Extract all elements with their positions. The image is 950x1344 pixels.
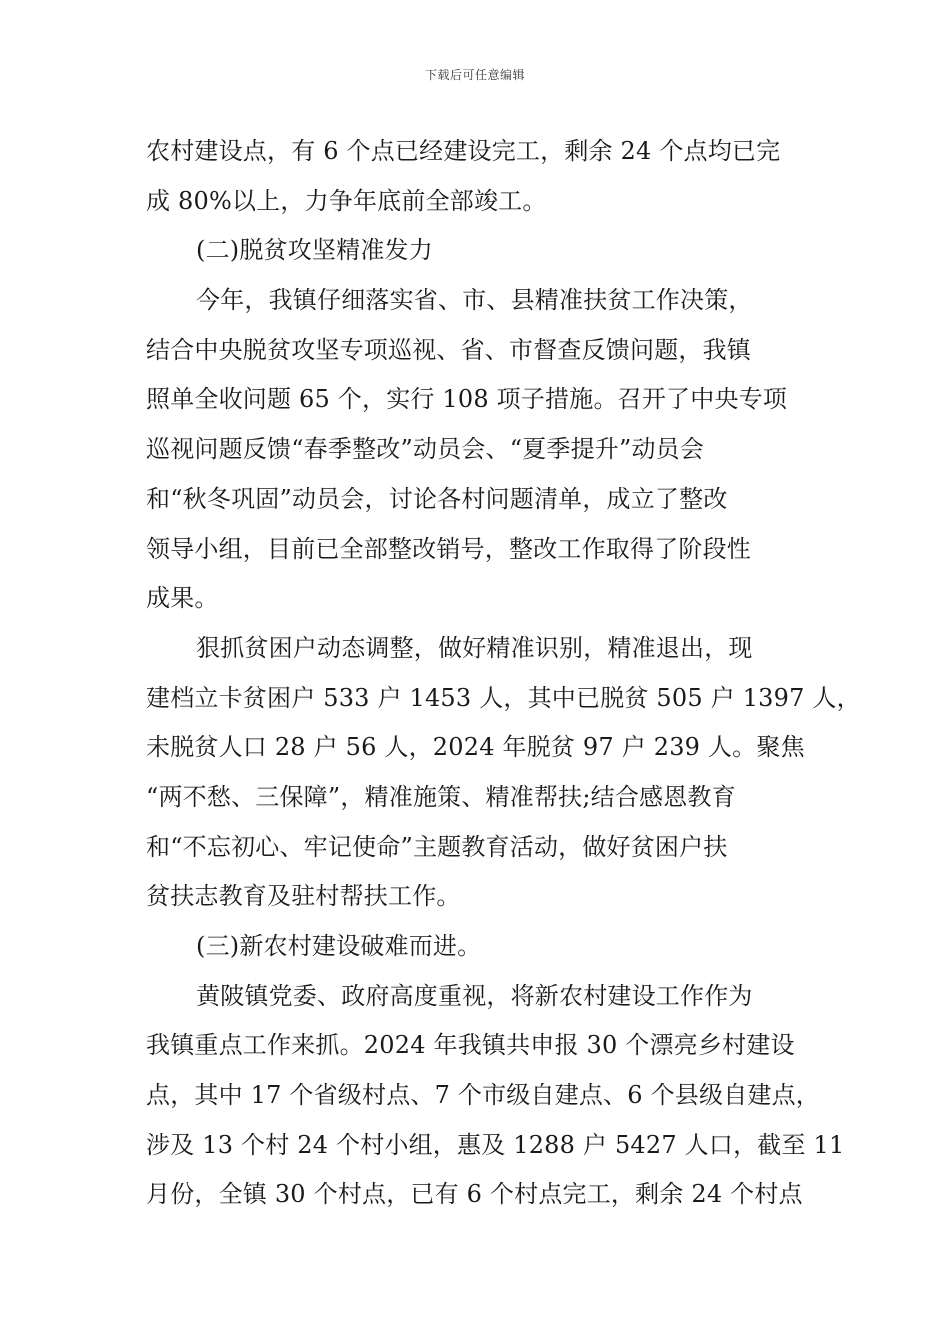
text-line: 和“秋冬巩固”动员会，讨论各村问题清单，成立了整改 xyxy=(146,484,728,513)
text-line: 点，其中 17 个省级村点、7 个市级自建点、6 个县级自建点， xyxy=(146,1081,820,1110)
text-line: 我镇重点工作来抓。2024 年我镇共申报 30 个漂亮乡村建设 xyxy=(146,1031,795,1060)
text-line: 月份，全镇 30 个村点，已有 6 个村点完工，剩余 24 个村点 xyxy=(146,1180,803,1209)
section-heading: (三)新农村建设破难而进。 xyxy=(196,932,482,960)
text-line: 和“不忘初心、牢记使命”主题教育活动，做好贫困户扶 xyxy=(146,832,728,861)
page-header: 下载后可任意编辑 xyxy=(424,68,525,82)
text-line: 狠抓贫困户动态调整，做好精准识别，精准退出，现 xyxy=(196,633,753,662)
text-line: 成果。 xyxy=(146,584,219,613)
text-line: 结合中央脱贫攻坚专项巡视、省、市督查反馈问题，我镇 xyxy=(146,335,751,364)
text-line: 今年，我镇仔细落实省、市、县精准扶贫工作决策， xyxy=(196,286,753,315)
text-line: 成 80%以上，力争年底前全部竣工。 xyxy=(146,186,547,215)
text-line: 农村建设点，有 6 个点已经建设完工，剩余 24 个点均已完 xyxy=(146,137,781,165)
text-line: “两不愁、三保障”，精准施策、精准帮扶;结合感恩教育 xyxy=(146,782,736,811)
text-line: 涉及 13 个村 24 个村小组，惠及 1288 户 5427 人口，截至 11 xyxy=(146,1130,845,1159)
text-line: 巡视问题反馈“春季整改”动员会、“夏季提升”动员会 xyxy=(146,435,705,464)
section-heading: (二)脱贫攻坚精准发力 xyxy=(196,236,433,265)
text-line: 贫扶志教育及驻村帮扶工作。 xyxy=(146,882,461,911)
text-line: 未脱贫人口 28 户 56 人，2024 年脱贫 97 户 239 人。聚焦 xyxy=(146,733,805,762)
text-line: 领导小组，目前已全部整改销号，整改工作取得了阶段性 xyxy=(146,534,751,563)
document-body xyxy=(146,127,861,1220)
text-line: 照单全收问题 65 个，实行 108 项子措施。召开了中央专项 xyxy=(146,385,788,414)
text-line: 黄陂镇党委、政府高度重视，将新农村建设工作作为 xyxy=(196,981,753,1010)
text-line: 建档立卡贫困户 533 户 1453 人，其中已脱贫 505 户 1397 人， xyxy=(146,683,861,712)
